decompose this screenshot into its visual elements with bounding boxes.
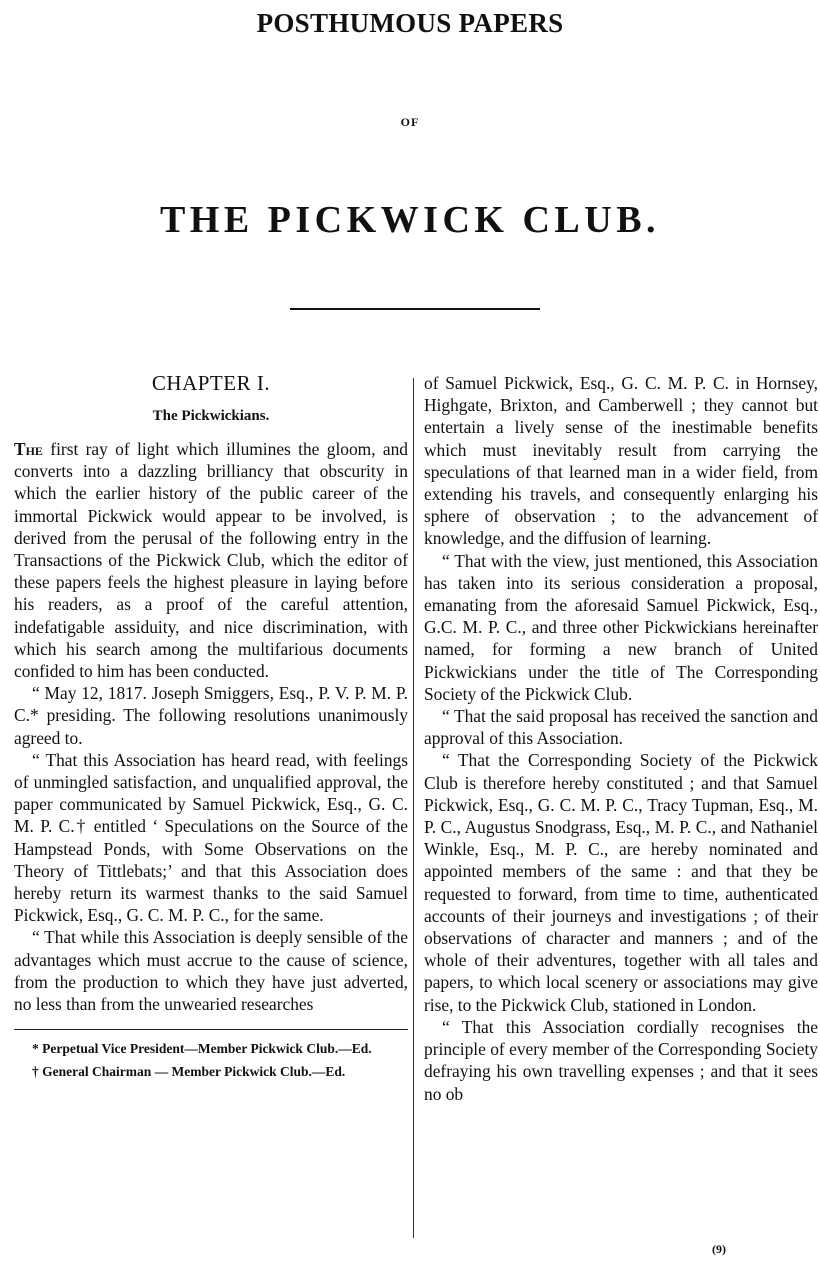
- book-title: POSTHUMOUS PAPERS: [256, 8, 564, 38]
- right-column: [424, 372, 818, 1105]
- footnote: † General Chairman — Member Pickwick Club.—Ed.: [32, 1064, 346, 1080]
- drop-word: The: [14, 439, 43, 459]
- column-divider: [413, 378, 414, 1238]
- paragraph: [14, 438, 408, 682]
- paragraph: “ That the said proposal has received the sanction and approval of this Association.: [424, 706, 818, 749]
- club-title: THE PICKWICK CLUB.: [159, 199, 661, 241]
- chapter-title: CHAPTER I.: [151, 371, 271, 395]
- paragraph: “ That this Association has heard read, with feelings of unmingled satisfaction, and unqualified approval, the paper communicated by Samuel Pickwick, Esq., G. C. M. P. C.† entitled ‘ Speculations on the Source of the Hampstead Ponds, with Some Observations on the Theory of Tittlebats;’ and that this Association does hereby return its warmest thanks to the said Samuel Pickwick, Esq., G. C. M. P. C., for the same.: [14, 749, 408, 926]
- paragraph-text: first ray of light which illumines the gloom, and converts into a dazzling brilliancy that obscurity in which the earlier history of the public career of the immortal Pickwick would appear to be involved, is derived from the perusal of the following entry in the Transactions of the Pickwick Club, which the editor of these papers feels the highest pleasure in laying before his readers, as a proof of the careful attention, indefatigable assiduity, and nice discrimination, with which his search among the multifarious documents confided to him has been conducted.: [14, 439, 408, 682]
- paragraph: “ May 12, 1817. Joseph Smiggers, Esq., P. V. P. M. P. C.* presiding. The following resolutions unanimously agreed to.: [14, 683, 408, 748]
- paragraph: “ That the Corresponding Society of the Pickwick Club is therefore hereby constituted ; and that Samuel Pickwick, Esq., G. C. M. P. C., Tracy Tupman, Esq., M. P. C., Augustus Snodgrass, Esq., M. P. C., and Nathaniel Winkle, Esq., M. P. C., are hereby nominated and appointed members of the same : and that they be requested to forward, from time to time, authenticated accounts of their journeys and investigations ; of their observations of character and manners ; and of the whole of their adventures, together with all tales and papers, to which local scenery or associations may give rise, to the Pickwick Club, stationed in London.: [424, 750, 818, 1015]
- left-column: [14, 370, 408, 1086]
- title-connector: OF: [400, 115, 420, 129]
- chapter-subtitle: The Pickwickians.: [152, 408, 270, 424]
- title-divider: [290, 308, 540, 310]
- page-number: (9): [712, 1242, 726, 1256]
- paragraph: “ That while this Association is deeply sensible of the advantages which must accrue to the cause of science, from the production to which they have just adverted, no less than from the unwearied researches: [14, 927, 408, 1015]
- paragraph: “ That this Association cordially recognises the principle of every member of the Corresponding Society defraying his own travelling expenses ; and that it sees no ob: [424, 1016, 818, 1104]
- paragraph: “ That with the view, just mentioned, this Association has taken into its serious consideration a proposal, emanating from the aforesaid Samuel Pickwick, Esq., G.C. M. P. C., and three other Pickwickians hereinafter named, for forming a new branch of United Pickwickians under the title of The Corresponding Society of the Pickwick Club.: [424, 550, 818, 704]
- footnote-divider: [14, 1029, 408, 1030]
- footnote: * Perpetual Vice President—Member Pickwick Club.—Ed.: [32, 1041, 372, 1057]
- paragraph: of Samuel Pickwick, Esq., G. C. M. P. C. in Hornsey, Highgate, Brixton, and Camberwell ; they cannot but entertain a lively sense of the inestimable benefits which must inevitably result from carrying the speculations of that learned man in a wider field, from extending his travels, and consequently enlarging his sphere of observation ; to the advancement of knowledge, and the diffusion of learning.: [424, 373, 818, 549]
